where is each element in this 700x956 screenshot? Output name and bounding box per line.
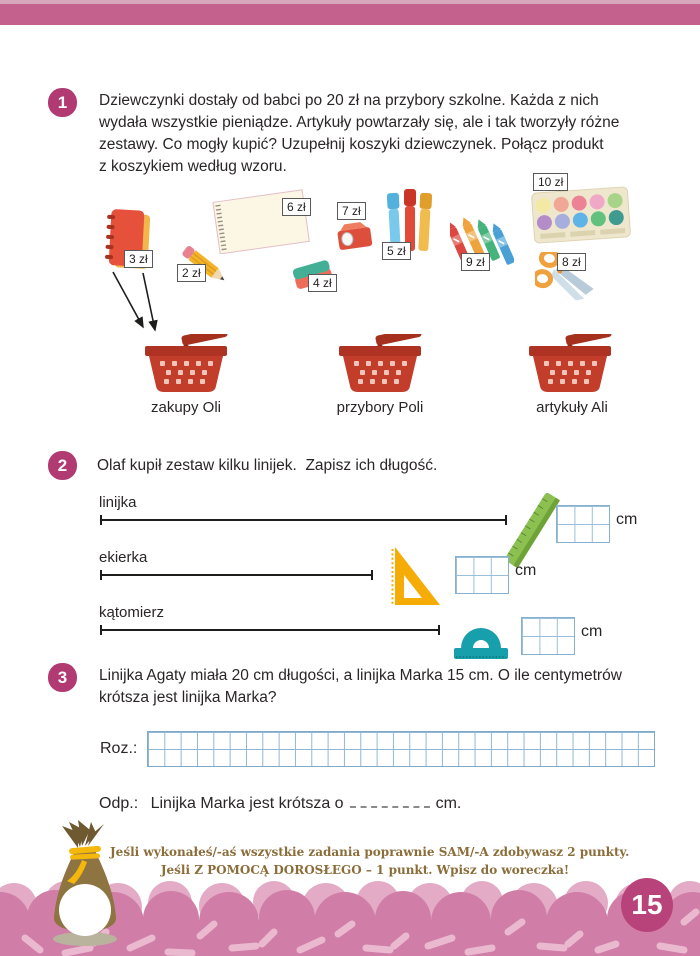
answer-blank[interactable] [350,794,430,808]
task-1-number [48,88,77,117]
protractor-icon [452,612,510,662]
measure-line-ekierka [100,574,373,576]
answer-label: Odp.: [99,795,139,812]
item-paints[interactable] [531,186,631,249]
task-3-number [48,663,77,692]
item-sharpener[interactable] [336,220,374,257]
basket-label-ali: artykuły Ali [536,399,608,416]
page-number-badge [621,878,673,932]
task-1-text-line: zestawy. Co mogły kupić? Uzupełnij koszyki dziewczynek. Połącz produkt [99,136,604,153]
basket-label-poli: przybory Poli [336,399,424,416]
task-3-number-label: 3 [57,667,68,687]
basket-ali[interactable] [524,334,616,401]
task-3-text-line: krótsza jest linijka Marka? [99,689,277,706]
footer-note-line: Jeśli Z POMOCĄ DOROSŁEGO – 1 punkt. Wpisz do woreczka! [160,863,570,877]
price-tag-eraser: 4 zł [308,274,337,292]
task-3-text-line: Linijka Agaty miała 20 cm długości, a linijka Marka 15 cm. O ile centymetrów [99,667,622,684]
unit-label: cm [581,623,603,640]
basket-icon [140,334,232,396]
unit-label: cm [616,511,638,528]
answer-grid-katomierz[interactable] [521,617,575,655]
footer-note-line: Jeśli wykonałeś/-aś wszystkie zadania poprawnie SAM/-A zdobywasz 2 punkty. [110,845,630,859]
basket-icon [334,334,426,396]
task-1-text-line: z koszykiem według wzoru. [99,158,287,175]
answer-grid-ekierka[interactable] [455,556,509,594]
set-square-icon [390,545,442,607]
solution-label: Roz.: [100,740,138,757]
price-tag-notebook: 3 zł [124,250,153,268]
task-1-text-line: Dziewczynki dostały od babci po 20 zł na przybory szkolne. Każda z nich [99,92,599,109]
price-tag-notepad: 6 zł [282,198,311,216]
basket-oli[interactable] [140,334,232,401]
price-tag-scissors: 8 zł [557,253,586,271]
row-label-ekierka: ekierka [99,549,148,566]
task-2-number-label: 2 [57,455,68,475]
answer-text: Linijka Marka jest krótsza o [150,795,344,812]
basket-icon [524,334,616,396]
top-bar-highlight [0,0,700,4]
task-2-number [48,451,77,480]
answer-grid-linijka[interactable] [556,505,610,543]
price-tag-sharpener: 7 zł [337,202,366,220]
answer-suffix: cm. [435,795,462,812]
unit-label: cm [515,562,537,579]
solution-grid[interactable] [147,731,655,767]
page-number: 15 [631,889,663,920]
task-2-text: Olaf kupił zestaw kilku linijek. Zapisz ich długość. [97,457,438,474]
answer-line [99,794,461,813]
basket-label-oli: zakupy Oli [150,399,222,416]
row-label-katomierz: kątomierz [99,604,165,621]
ruler-icon [500,488,564,572]
task-1-number-label: 1 [57,92,68,112]
price-tag-crayons: 9 zł [461,253,490,271]
basket-poli[interactable] [334,334,426,401]
top-bar [0,0,700,25]
price-tag-pencil: 2 zł [177,264,206,282]
price-tag-paints: 10 zł [533,173,568,191]
row-label-linijka: linijka [99,494,137,511]
example-connect-arrows [100,265,170,340]
price-tag-markers: 5 zł [382,242,411,260]
measure-line-katomierz [100,629,440,631]
money-bag-icon [44,818,124,948]
paints-icon [531,186,631,244]
measure-line-linijka [100,519,507,521]
sharpener-icon [336,220,374,252]
points-oval[interactable] [59,884,111,936]
task-1-text-line: wydała wszystkie pieniądze. Artykuły powtarzały się, ale i tak tworzyły różne [99,114,620,131]
